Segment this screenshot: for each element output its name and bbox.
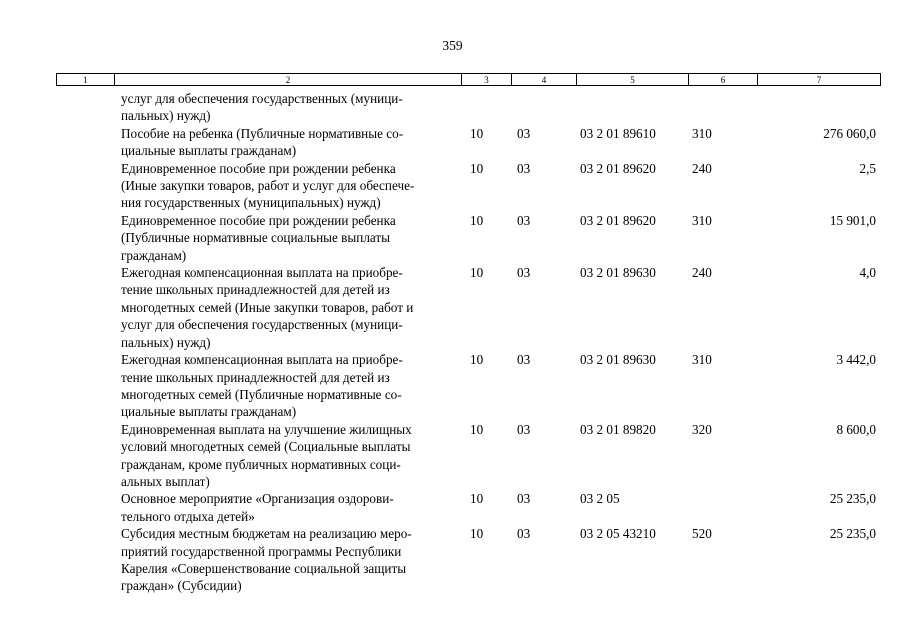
table-row — [0, 90, 905, 125]
target-article-code: 03 2 05 — [580, 491, 620, 507]
row-description — [121, 525, 459, 595]
amount: 25 235,0 — [829, 526, 876, 542]
column-header-row — [57, 74, 881, 86]
table-row — [0, 525, 905, 595]
description-line: Единовременное пособие при рождении ребенка — [121, 160, 396, 176]
row-description — [121, 490, 459, 525]
subsection-code: 03 — [517, 491, 531, 507]
column-header-2: 2 — [115, 74, 462, 86]
description-line: пальных) нужд) — [121, 334, 211, 350]
expense-type-code: 520 — [692, 526, 712, 542]
description-line: тельного отдыха детей» — [121, 508, 255, 524]
section-code: 10 — [470, 526, 484, 542]
expense-type-code: 320 — [692, 421, 712, 437]
table-row — [0, 421, 905, 491]
amount: 8 600,0 — [836, 421, 876, 437]
amount: 25 235,0 — [829, 491, 876, 507]
description-line: Пособие на ребенка (Публичные нормативные со- — [121, 125, 404, 141]
row-description — [121, 264, 459, 351]
description-line: Ежегодная компенсационная выплата на приобре- — [121, 265, 403, 281]
section-code: 10 — [470, 160, 484, 176]
subsection-code: 03 — [517, 265, 531, 281]
row-description — [121, 421, 459, 491]
target-article-code: 03 2 01 89620 — [580, 160, 656, 176]
description-line: многодетных семей (Иные закупки товаров, работ и — [121, 299, 414, 315]
expense-type-code: 310 — [692, 125, 712, 141]
description-line: циальные выплаты гражданам) — [121, 143, 297, 159]
description-line: гражданам) — [121, 247, 187, 263]
section-code: 10 — [470, 212, 484, 228]
column-header-5: 5 — [577, 74, 689, 86]
description-line: многодетных семей (Публичные нормативные со- — [121, 386, 402, 402]
expense-type-code: 310 — [692, 212, 712, 228]
column-header-table — [56, 73, 881, 86]
description-line: Субсидия местным бюджетам на реализацию меро- — [121, 526, 412, 542]
section-code: 10 — [470, 265, 484, 281]
section-code: 10 — [470, 352, 484, 368]
target-article-code: 03 2 01 89620 — [580, 212, 656, 228]
column-header-6: 6 — [689, 74, 758, 86]
target-article-code: 03 2 05 43210 — [580, 526, 656, 542]
column-header-7: 7 — [758, 74, 881, 86]
description-line: Единовременная выплата на улучшение жилищных — [121, 421, 412, 437]
description-line: Основное мероприятие «Организация оздорови- — [121, 491, 394, 507]
amount: 3 442,0 — [836, 352, 876, 368]
column-header-1: 1 — [57, 74, 115, 86]
target-article-code: 03 2 01 89630 — [580, 265, 656, 281]
column-header-4: 4 — [512, 74, 577, 86]
subsection-code: 03 — [517, 212, 531, 228]
expense-type-code: 240 — [692, 160, 712, 176]
amount: 276 060,0 — [823, 125, 876, 141]
page-number: 359 — [442, 38, 463, 53]
table-row — [0, 264, 905, 351]
description-line: (Иные закупки товаров, работ и услуг для обеспече- — [121, 178, 415, 194]
row-description — [121, 351, 459, 421]
row-description — [121, 125, 459, 160]
description-line: Единовременное пособие при рождении ребенка — [121, 212, 396, 228]
description-line: ния государственных (муниципальных) нужд) — [121, 195, 381, 211]
budget-rows — [0, 90, 905, 595]
amount: 4,0 — [859, 265, 876, 281]
description-line: Карелия «Совершенствование социальной защиты — [121, 560, 407, 576]
description-line: услуг для обеспечения государственных (муници- — [121, 91, 403, 106]
subsection-code: 03 — [517, 352, 531, 368]
description-line: граждан» (Субсидии) — [121, 578, 242, 594]
description-line: приятий государственной программы Республики — [121, 543, 402, 559]
target-article-code: 03 2 01 89610 — [580, 125, 656, 141]
column-header-3: 3 — [462, 74, 512, 86]
description-line: альных выплат) — [121, 473, 210, 489]
section-code: 10 — [470, 421, 484, 437]
row-description — [121, 90, 459, 125]
description-line: услуг для обеспечения государственных (муници- — [121, 317, 403, 333]
description-line: гражданам, кроме публичных нормативных соци- — [121, 456, 401, 472]
description-line: пальных) нужд) — [121, 108, 211, 124]
table-row — [0, 125, 905, 160]
subsection-code: 03 — [517, 526, 531, 542]
amount: 2,5 — [859, 160, 876, 176]
target-article-code: 03 2 01 89820 — [580, 421, 656, 437]
table-row — [0, 351, 905, 421]
subsection-code: 03 — [517, 421, 531, 437]
table-row — [0, 160, 905, 212]
target-article-code: 03 2 01 89630 — [580, 352, 656, 368]
row-description — [121, 212, 459, 264]
section-code: 10 — [470, 125, 484, 141]
section-code: 10 — [470, 491, 484, 507]
amount: 15 901,0 — [829, 212, 876, 228]
description-line: Ежегодная компенсационная выплата на приобре- — [121, 352, 403, 368]
expense-type-code: 240 — [692, 265, 712, 281]
row-description — [121, 160, 459, 212]
table-row — [0, 212, 905, 264]
description-line: (Публичные нормативные социальные выплаты — [121, 230, 391, 246]
expense-type-code: 310 — [692, 352, 712, 368]
subsection-code: 03 — [517, 160, 531, 176]
description-line: тение школьных принадлежностей для детей из — [121, 282, 390, 298]
table-row — [0, 490, 905, 525]
description-line: циальные выплаты гражданам) — [121, 404, 297, 420]
subsection-code: 03 — [517, 125, 531, 141]
description-line: условий многодетных семей (Социальные выплаты — [121, 439, 411, 455]
description-line: тение школьных принадлежностей для детей из — [121, 369, 390, 385]
